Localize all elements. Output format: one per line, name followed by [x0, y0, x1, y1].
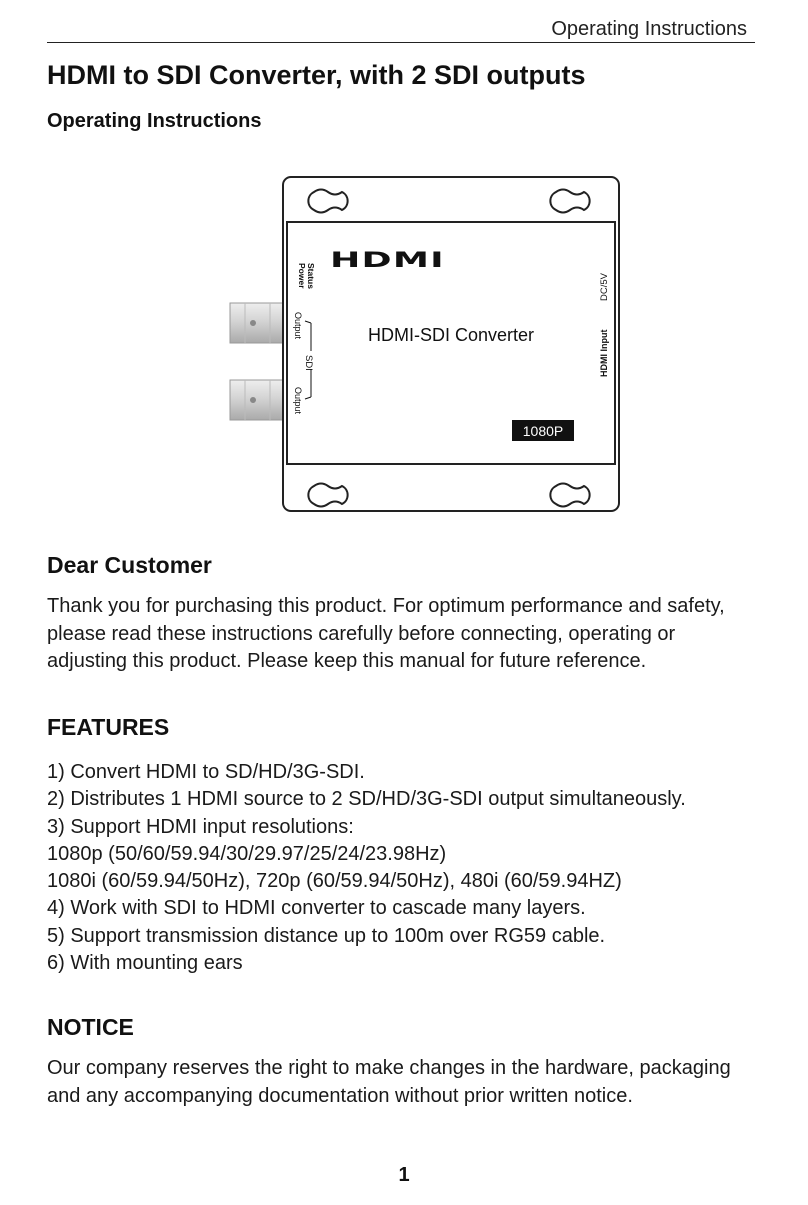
resolution-badge-label: 1080P — [522, 423, 564, 439]
sdi-label: SDI — [303, 355, 314, 371]
text-line: Thank you for purchasing this product. For optimum performance and safety, — [47, 595, 725, 617]
page-title: HDMI to SDI Converter, with 2 SDI outputs — [47, 60, 586, 90]
running-header-title: Operating Instructions — [551, 18, 747, 40]
dear-customer-heading: Dear Customer — [47, 552, 212, 578]
list-item: 1080i (60/59.94/50Hz), 720p (60/59.94/50Hz), 480i (60/59.94HZ) — [47, 870, 622, 893]
dear-customer-text — [47, 593, 767, 676]
text-line: Our company reserves the right to make changes in the hardware, packaging — [47, 1057, 731, 1079]
features-list — [47, 759, 767, 977]
sdi-connector-bottom — [230, 380, 286, 420]
sdi-connector-top — [230, 303, 286, 343]
features-heading: FEATURES — [47, 714, 170, 740]
notice-text — [47, 1055, 767, 1110]
product-name: HDMI-SDI Converter — [368, 325, 535, 345]
list-item: 1080p (50/60/59.94/30/29.97/25/24/23.98Hz) — [47, 842, 447, 865]
page-number: 1 — [398, 1164, 410, 1186]
output-label-top: Output — [293, 312, 303, 340]
list-item: 1) Convert HDMI to SD/HD/3G-SDI. — [47, 761, 365, 783]
list-item: 5) Support transmission distance up to 100m over RG59 cable. — [47, 924, 606, 947]
list-item: 2) Distributes 1 HDMI source to 2 SD/HD/3G-SDI output simultaneously. — [47, 788, 686, 811]
text-line: and any accompanying documentation without prior written notice. — [47, 1084, 633, 1107]
status-label: Status — [306, 263, 316, 289]
list-item: 3) Support HDMI input resolutions: — [47, 815, 354, 838]
page-subtitle: Operating Instructions — [47, 110, 262, 132]
list-item: 4) Work with SDI to HDMI converter to cascade many layers. — [47, 897, 586, 920]
text-line: adjusting this product. Please keep this manual for future reference. — [47, 650, 647, 672]
hdmi-logo: HDMI — [330, 247, 445, 273]
running-header — [47, 18, 755, 43]
dc-label: DC/5V — [599, 273, 610, 301]
list-item: 6) With mounting ears — [47, 952, 243, 975]
output-label-bottom: Output — [293, 387, 303, 415]
hdmi-input-label: HDMI Input — [599, 329, 609, 377]
power-label: Power — [297, 263, 307, 289]
text-line: please read these instructions carefully before connecting, operating or — [47, 622, 676, 645]
notice-heading: NOTICE — [47, 1014, 134, 1040]
device-illustration — [225, 175, 625, 515]
